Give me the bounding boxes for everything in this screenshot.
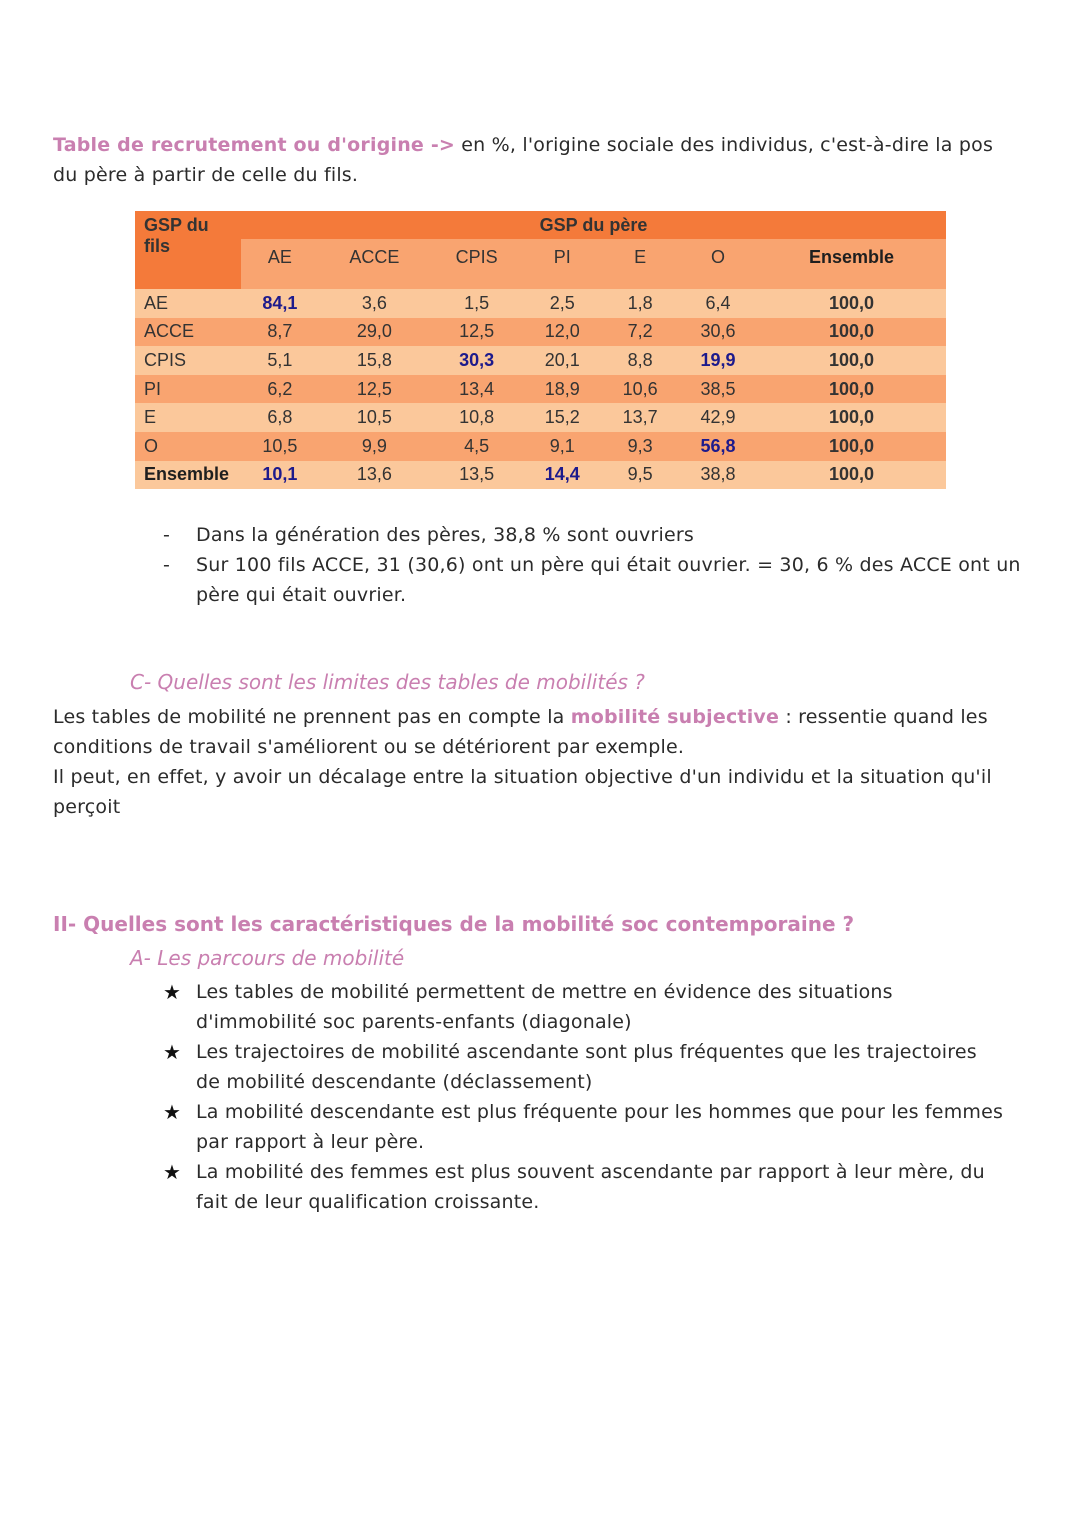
row-label: E [135, 403, 241, 432]
table-cell: 100,0 [757, 289, 946, 318]
row-label: ACCE [135, 318, 241, 347]
table-row [135, 432, 946, 461]
table-cell: 100,0 [757, 375, 946, 404]
col-header: Ensemble [757, 239, 946, 275]
table-row [135, 461, 946, 490]
table-cell: 100,0 [757, 346, 946, 375]
dash-item: Dans la génération des pères, 38,8 % sont ouvriers [196, 524, 694, 546]
table-cell: 13,7 [601, 403, 679, 432]
star-item-line: d'immobilité soc parents-enfants (diagonale) [196, 1011, 632, 1033]
star-item-line: La mobilité descendante est plus fréquente pour les hommes que pour les femmes [196, 1101, 1004, 1123]
dash-item: Sur 100 fils ACCE, 31 (30,6) ont un père qui était ouvrier. = 30, 6 % des ACCE ont un [196, 554, 1021, 576]
col-header: PI [523, 239, 601, 275]
table-cell: 15,2 [523, 403, 601, 432]
table-cell: 1,8 [601, 289, 679, 318]
section-c-line-2: conditions de travail s'améliorent ou se détériorent par exemple. [53, 736, 685, 758]
table-group-header: GSP du père [241, 211, 946, 239]
row-label: PI [135, 375, 241, 404]
intro-line-1 [53, 130, 1028, 160]
table-corner-label: GSP du fils [135, 211, 241, 289]
star-icon: ★ [163, 1100, 182, 1124]
star-item-line: fait de leur qualification croissante. [196, 1191, 540, 1213]
star-list [163, 977, 1023, 1217]
intro-paragraph [53, 130, 1028, 190]
section-c-line-3: Il peut, en effet, y avoir un décalage entre la situation objective d'un individu et la situation qu'il [53, 766, 992, 788]
section-c-paragraph [53, 702, 1043, 822]
text: : ressentie quand les [779, 706, 988, 728]
dash-item-continuation: père qui était ouvrier. [196, 584, 407, 606]
table-cell: 9,1 [523, 432, 601, 461]
table-row [135, 318, 946, 347]
table-cell: 38,5 [679, 375, 757, 404]
table-cell: 84,1 [241, 289, 319, 318]
table-cell: 100,0 [757, 432, 946, 461]
table-cell: 9,3 [601, 432, 679, 461]
table-cell: 100,0 [757, 318, 946, 347]
section-ii-subheading: A- Les parcours de mobilité [130, 946, 405, 970]
table-cell: 8,8 [601, 346, 679, 375]
col-header: AE [241, 239, 319, 275]
star-icon: ★ [163, 1040, 182, 1064]
star-item-line: Les tables de mobilité permettent de mettre en évidence des situations [196, 981, 893, 1003]
col-header: E [601, 239, 679, 275]
table-row [135, 403, 946, 432]
table-cell: 42,9 [679, 403, 757, 432]
table-cell: 15,8 [319, 346, 430, 375]
star-icon: ★ [163, 980, 182, 1004]
star-item-line: par rapport à leur père. [196, 1131, 425, 1153]
dash-marker: - [163, 554, 171, 576]
table-cell: 2,5 [523, 289, 601, 318]
section-c-line-1 [53, 702, 1043, 732]
col-header: O [679, 239, 757, 275]
table-cell: 6,8 [241, 403, 319, 432]
mobilite-subjective-highlight: mobilité subjective [570, 706, 780, 728]
table-cell: 14,4 [523, 461, 601, 490]
dash-marker: - [163, 524, 171, 546]
intro-lead: Table de recrutement ou d'origine -> [53, 134, 456, 156]
row-label: Ensemble [135, 461, 241, 490]
table-cell: 56,8 [679, 432, 757, 461]
col-header: ACCE [319, 239, 430, 275]
intro-rest: en %, l'origine sociale des individus, c'est-à-dire la pos [455, 134, 994, 156]
table-cell: 9,9 [319, 432, 430, 461]
section-ii-heading: II- Quelles sont les caractéristiques de la mobilité soc contemporaine ? [53, 912, 855, 936]
table-body [135, 289, 946, 489]
table-cell: 12,0 [523, 318, 601, 347]
table-cell: 30,6 [679, 318, 757, 347]
table-cell: 38,8 [679, 461, 757, 490]
table-row [135, 375, 946, 404]
table-cell: 7,2 [601, 318, 679, 347]
row-label: O [135, 432, 241, 461]
table-row [135, 289, 946, 318]
table-cell: 100,0 [757, 403, 946, 432]
mobility-table [135, 211, 946, 489]
table-header-row-1 [135, 211, 946, 239]
table-cell: 30,3 [430, 346, 523, 375]
table-cell: 6,4 [679, 289, 757, 318]
table-cell: 18,9 [523, 375, 601, 404]
table-cell: 6,2 [241, 375, 319, 404]
table-cell: 13,4 [430, 375, 523, 404]
table-cell: 12,5 [319, 375, 430, 404]
table-cell: 1,5 [430, 289, 523, 318]
table-cell: 100,0 [757, 461, 946, 490]
star-item-line: de mobilité descendante (déclassement) [196, 1071, 593, 1093]
star-item-line: Les trajectoires de mobilité ascendante sont plus fréquentes que les trajectoires [196, 1041, 977, 1063]
table-cell: 19,9 [679, 346, 757, 375]
table-cell: 10,1 [241, 461, 319, 490]
table-cell: 10,5 [241, 432, 319, 461]
star-icon: ★ [163, 1160, 182, 1184]
table-cell: 10,5 [319, 403, 430, 432]
table-cell: 10,6 [601, 375, 679, 404]
col-header: CPIS [430, 239, 523, 275]
intro-line-2: du père à partir de celle du fils. [53, 164, 359, 186]
table-cell: 13,5 [430, 461, 523, 490]
table-cell: 12,5 [430, 318, 523, 347]
table-cell: 13,6 [319, 461, 430, 490]
table-cell: 8,7 [241, 318, 319, 347]
table-cell: 29,0 [319, 318, 430, 347]
table-cell: 3,6 [319, 289, 430, 318]
row-label: CPIS [135, 346, 241, 375]
table-row [135, 346, 946, 375]
text: Les tables de mobilité ne prennent pas en compte la [53, 706, 571, 728]
table-cell: 20,1 [523, 346, 601, 375]
dash-list [163, 520, 1023, 610]
table-cell: 10,8 [430, 403, 523, 432]
section-c-heading: C- Quelles sont les limites des tables de mobilités ? [130, 670, 645, 694]
row-label: AE [135, 289, 241, 318]
table-cell: 4,5 [430, 432, 523, 461]
table-header-row-2 [135, 239, 946, 275]
table-cell: 9,5 [601, 461, 679, 490]
section-c-line-4: perçoit [53, 796, 121, 818]
table-cell: 5,1 [241, 346, 319, 375]
table-spacer-row [135, 275, 946, 289]
star-item-line: La mobilité des femmes est plus souvent ascendante par rapport à leur mère, du [196, 1161, 985, 1183]
